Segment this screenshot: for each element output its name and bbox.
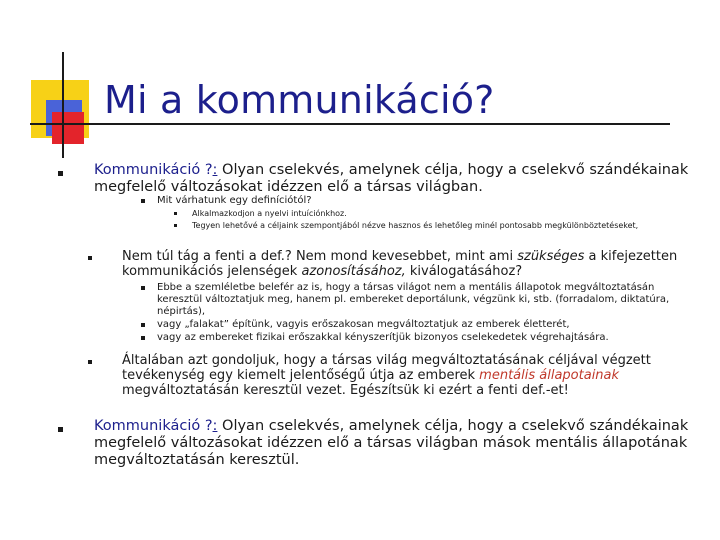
bullet-marker — [58, 427, 63, 432]
bullet-marker — [141, 286, 145, 290]
sub-question-definition: Mit várhatunk egy definíciótól? — [157, 195, 312, 206]
sub2-item-3: vagy az embereket fizikai erőszakkal kényszerítjük bizonyos cselekedetek végrehajtására. — [157, 332, 609, 343]
sub2-item-2: vagy „falakat” építünk, vagyis erőszakosan megváltoztatjuk az emberek életterét, — [157, 319, 570, 330]
sub-question-broad — [122, 249, 682, 279]
decor-vertical-line — [62, 52, 64, 158]
decor-red-square — [52, 112, 84, 144]
definition-1 — [94, 162, 694, 196]
decor-horizontal-line — [30, 123, 670, 125]
definition-2-colon: : — [212, 418, 218, 434]
sub3-highlight: mentális állapotainak — [479, 368, 620, 383]
sub-sub-item-1: Alkalmazkodjon a nyelvi intuíciónkhoz. — [192, 209, 347, 218]
bullet-marker — [88, 256, 92, 260]
definition-1-colon: : — [212, 162, 218, 178]
definition-1-term: Kommunikáció ? — [94, 162, 213, 178]
slide-title: Mi a kommunikáció? — [104, 78, 495, 122]
sub3-text-b: megváltoztatásán keresztül vezet. Egészítsük ki ezért a fenti def.-et! — [122, 383, 569, 398]
sub-note-mental-states — [122, 353, 662, 398]
bullet-marker — [141, 199, 145, 203]
definition-2-term: Kommunikáció ? — [94, 418, 213, 434]
definition-2-text: Olyan cselekvés, amelynek célja, hogy a cselekvő szándékainak megfelelő változásokat idézzen elő a társas világban mások mentális állapotának megváltoztatásán keresztül. — [94, 418, 689, 468]
sub2-italic-1: szükséges — [517, 249, 585, 264]
definition-1-text: Olyan cselekvés, amelynek célja, hogy a cselekvő szándékainak megfelelő változásokat idézzen elő a társas világban. — [94, 162, 689, 195]
bullet-marker — [88, 360, 92, 364]
sub2-text-a: Nem túl tág a fenti a def.? Nem mond kevesebbet, mint ami — [122, 249, 518, 264]
sub2-text-c: kiválogatásához? — [405, 264, 523, 279]
bullet-marker — [174, 212, 177, 215]
sub2-text-b: a kifejezetten kommunikációs jelenségek — [122, 249, 678, 279]
sub2-item-1: Ebbe a szemléletbe belefér az is, hogy a társas világot nem a mentális állapotok megváltoztatásán keresztül változtatjuk meg, hanem pl. embereket deportálunk, végzünk ki, stb. (forradalom, diktatúra, népirtás), — [157, 282, 670, 317]
sub-sub-item-2: Tegyen lehetővé a céljaink szempontjából nézve hasznos és lehetőleg minél pontosabb megkülönböztetéseket, — [192, 221, 639, 230]
sub3-text-a: Általában azt gondoljuk, hogy a társas világ megváltoztatásának céljával végzett tevékenység egy kiemelt jelentőségű útja az emberek — [122, 353, 651, 383]
definition-2 — [94, 418, 694, 469]
bullet-marker — [58, 171, 63, 176]
bullet-marker — [174, 224, 177, 227]
bullet-marker — [141, 336, 145, 340]
sub2-italic-2: azonosításához, — [301, 264, 406, 279]
bullet-marker — [141, 323, 145, 327]
